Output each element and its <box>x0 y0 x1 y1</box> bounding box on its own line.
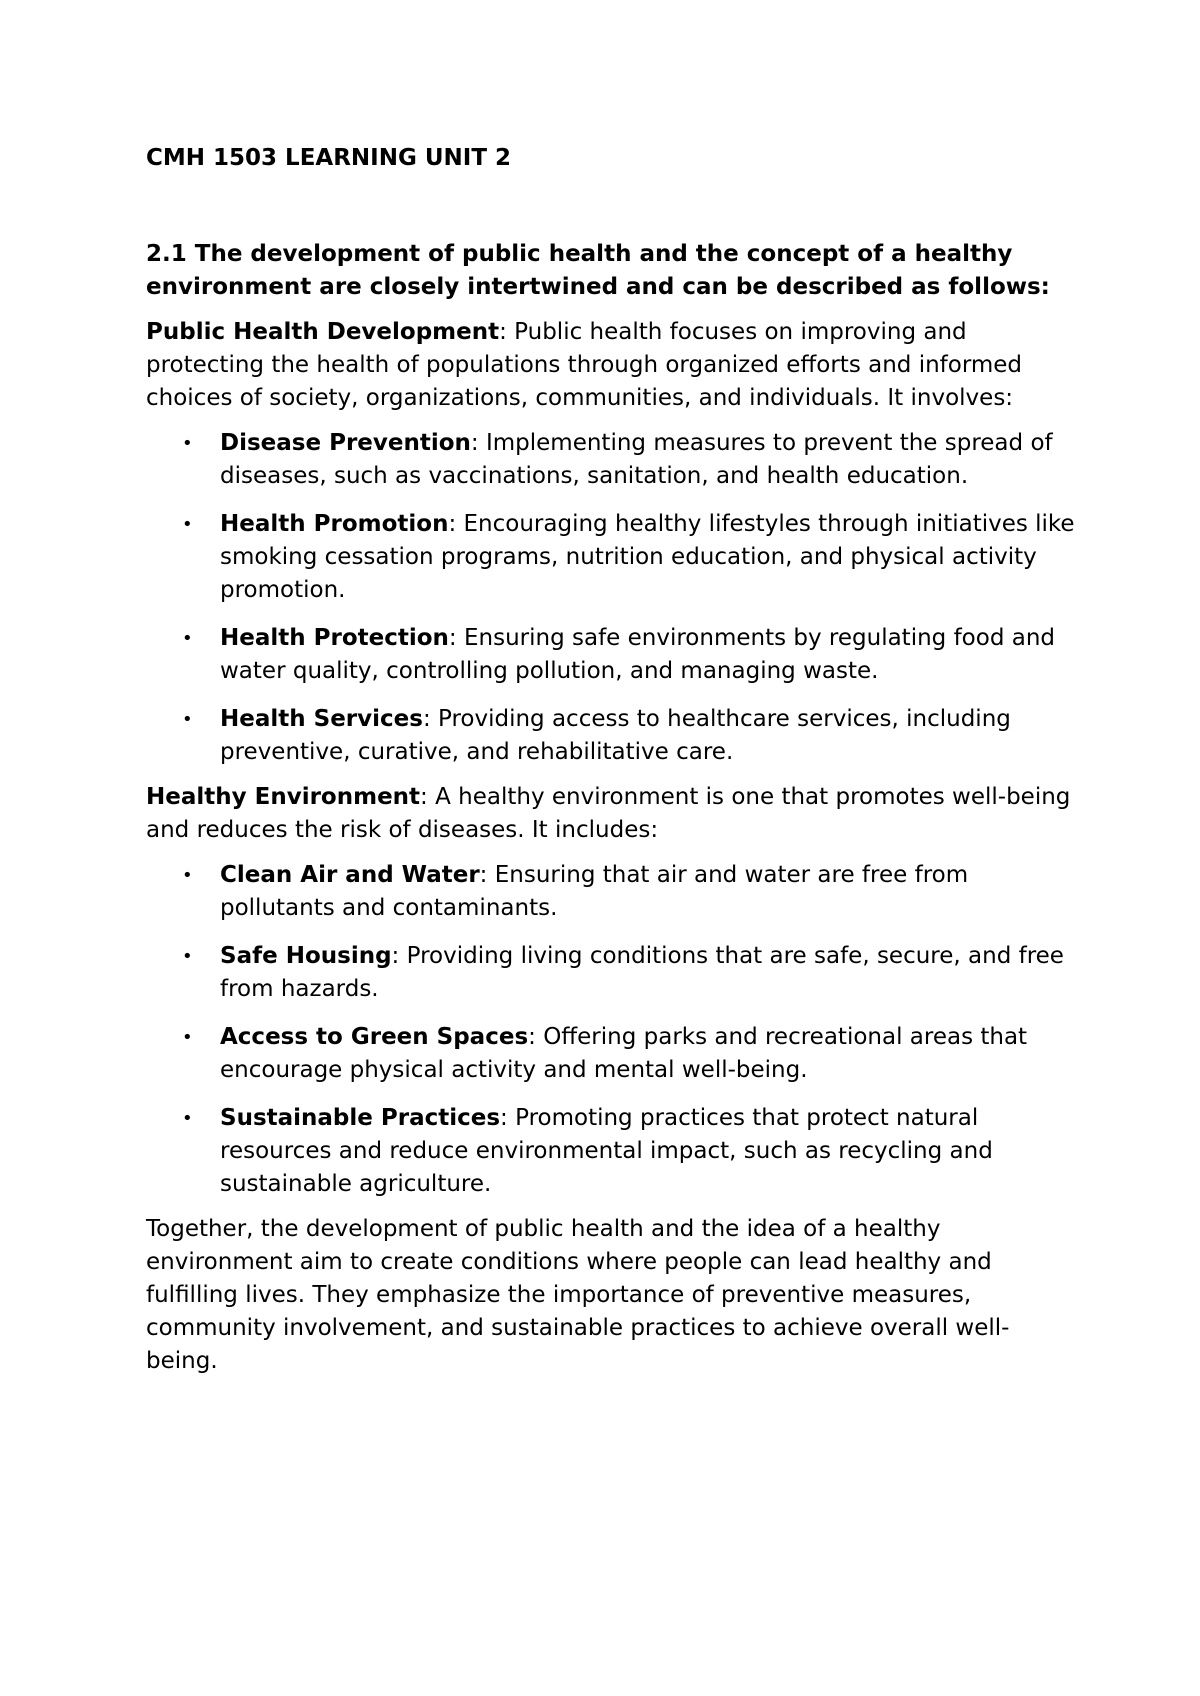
list-item-text: : Providing access to healthcare services, including preventive, curative, and rehabilitative care. <box>220 706 1011 765</box>
list-item <box>146 703 1076 769</box>
bullet-icon: • <box>182 628 193 649</box>
list-item <box>146 940 1076 1006</box>
conclusion-paragraph: Together, the development of public health and the idea of a healthy environment aim to create conditions where people can lead healthy and fulfilling lives. They emphasize the importance of preventive measures, community involvement, and sustainable practices to achieve overall well-being. <box>146 1216 1010 1374</box>
bullet-icon: • <box>182 709 193 730</box>
healthy-environment-list <box>146 859 1076 1201</box>
list-item-term: Health Protection <box>220 625 449 651</box>
list-item-text: : Implementing measures to prevent the spread of diseases, such as vaccinations, sanitation, and health education. <box>220 430 1053 489</box>
section-heading: 2.1 The development of public health and the concept of a healthy environment are closely intertwined and can be described as follows: <box>146 241 1050 300</box>
bullet-icon: • <box>182 946 193 967</box>
list-item <box>146 622 1076 688</box>
list-item-text: : Offering parks and recreational areas that encourage physical activity and mental well-being. <box>220 1024 1028 1083</box>
list-item <box>146 508 1076 607</box>
list-item-text: : Promoting practices that protect natural resources and reduce environmental impact, such as recycling and sustainable agriculture. <box>220 1105 993 1197</box>
healthy-environment-text: : A healthy environment is one that promotes well-being and reduces the risk of diseases. It includes: <box>146 784 1071 843</box>
document-page <box>146 142 1076 1390</box>
bullet-icon: • <box>182 865 193 886</box>
public-health-term: Public Health Development <box>146 319 500 345</box>
list-item-term: Clean Air and Water <box>220 862 480 888</box>
list-item-text: : Providing living conditions that are safe, secure, and free from hazards. <box>220 943 1064 1002</box>
list-item <box>146 1021 1076 1087</box>
list-item-term: Safe Housing <box>220 943 392 969</box>
public-health-list <box>146 427 1076 769</box>
list-item-term: Health Promotion <box>220 511 449 537</box>
list-item-text: : Ensuring safe environments by regulating food and water quality, controlling pollution, and managing waste. <box>220 625 1055 684</box>
healthy-environment-paragraph <box>146 781 1076 847</box>
list-item-text: : Encouraging healthy lifestyles through initiatives like smoking cessation programs, nutrition education, and physical activity promotion. <box>220 511 1075 603</box>
list-item <box>146 1102 1076 1201</box>
bullet-icon: • <box>182 1027 193 1048</box>
list-item-term: Health Services <box>220 706 423 732</box>
healthy-environment-term: Healthy Environment <box>146 784 421 810</box>
bullet-icon: • <box>182 514 193 535</box>
bullet-icon: • <box>182 1108 193 1129</box>
public-health-paragraph <box>146 316 1076 415</box>
list-item-term: Disease Prevention <box>220 430 471 456</box>
list-item-term: Access to Green Spaces <box>220 1024 529 1050</box>
document-title: CMH 1503 LEARNING UNIT 2 <box>146 145 512 171</box>
list-item <box>146 859 1076 925</box>
list-item <box>146 427 1076 493</box>
bullet-icon: • <box>182 433 193 454</box>
list-item-term: Sustainable Practices <box>220 1105 501 1131</box>
list-item-text: : Ensuring that air and water are free from pollutants and contaminants. <box>220 862 969 921</box>
public-health-text: : Public health focuses on improving and protecting the health of populations through organized efforts and informed choices of society, organizations, communities, and individuals. It involves: <box>146 319 1023 411</box>
